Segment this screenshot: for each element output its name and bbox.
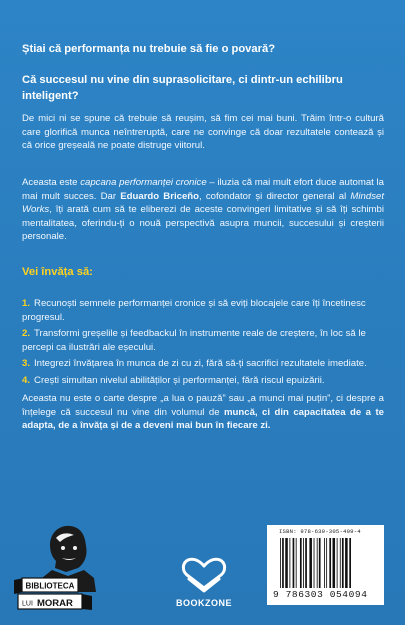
list-item-text: Transformi greșelile și feedbackul în instrumente reale de creștere, în loc să le percepi ca ilustrări ale eșecului. bbox=[22, 328, 366, 353]
p3-text-b: muncă, ci din capacitatea de a te adapta, de a învăța și de a deveni mai bun în fiecare zi. bbox=[22, 406, 384, 432]
cover-headline: Știai că performanța nu trebuie să fie o povară? bbox=[22, 43, 276, 55]
p2-text-b: – iluzia că mai mult efort duce automat la mai mult succes. Dar bbox=[22, 177, 384, 202]
learn-list bbox=[22, 297, 384, 391]
company-name: Mindset Works bbox=[22, 190, 385, 216]
list-item bbox=[22, 327, 384, 354]
list-item bbox=[22, 297, 384, 324]
author-name: Eduardo Briceño bbox=[120, 190, 200, 202]
p2-emphasis: capcana performanței cronice bbox=[80, 177, 207, 188]
cover-subhead: Că succesul nu vine din suprasolicitare, ci dintr-un echilibru inteligent? bbox=[22, 74, 343, 102]
list-item-number: 4. bbox=[22, 374, 31, 386]
list-item-number: 1. bbox=[22, 298, 31, 309]
publisher-name: BOOKZONE bbox=[175, 598, 233, 608]
list-item bbox=[22, 374, 384, 388]
logo-text-morar: MORAR bbox=[37, 598, 73, 609]
intro-paragraph: De mici ni se spune că trebuie să reușim, să fim cei mai buni. Trăim într-o cultură care glorifică munca neîntreruptă, care ne convinge că doar rezultatele contează și că orice greșeală ne poate distruge viitorul. bbox=[22, 113, 384, 152]
list-item-number: 3. bbox=[22, 358, 31, 370]
logo-text-biblioteca: BIBLIOTECA bbox=[25, 581, 75, 591]
list-item-text: Recunoști semnele performanței cronice și să eviți blocajele care îți încetinesc progresul. bbox=[22, 298, 366, 323]
bookzone-logo bbox=[169, 548, 239, 610]
list-item-number: 2. bbox=[22, 328, 31, 340]
learn-title: Vei învăța să: bbox=[22, 266, 93, 278]
list-item-text: Crești simultan nivelul abilităților și performanței, fără riscul epuizării. bbox=[34, 374, 325, 386]
barcode-icon bbox=[279, 538, 375, 588]
biblioteca-lui-morar-logo bbox=[12, 520, 108, 612]
list-item bbox=[22, 357, 384, 371]
isbn-label: ISBN: 978-630-305-409-4 bbox=[279, 528, 361, 535]
p2-text-a: Aceasta este bbox=[22, 177, 81, 188]
p3-text-a: Aceasta nu este o carte despre „a lua o pauză” sau „a munci mai puțin”, ci despre a înțelege că succesul nu vine din volumul de bbox=[22, 393, 384, 418]
list-item-text: Integrezi învățarea în munca de zi cu zi, fără să-ți sacrifici rezultatele imediate. bbox=[34, 358, 367, 370]
p2-text-c: , cofondator și director general al bbox=[199, 190, 351, 202]
logo-text-lui: LUI bbox=[22, 600, 33, 608]
closing-paragraph bbox=[22, 392, 384, 433]
description-paragraph bbox=[22, 176, 384, 244]
barcode-number: 9 786303 054094 bbox=[273, 589, 368, 600]
p2-text-d: , îți arată cum să te eliberezi de aceste convingeri limitative și să îți schimbi mentalitatea, oferindu-ți o nouă perspectivă asupra muncii, succesului și creșterii personale. bbox=[22, 204, 384, 243]
